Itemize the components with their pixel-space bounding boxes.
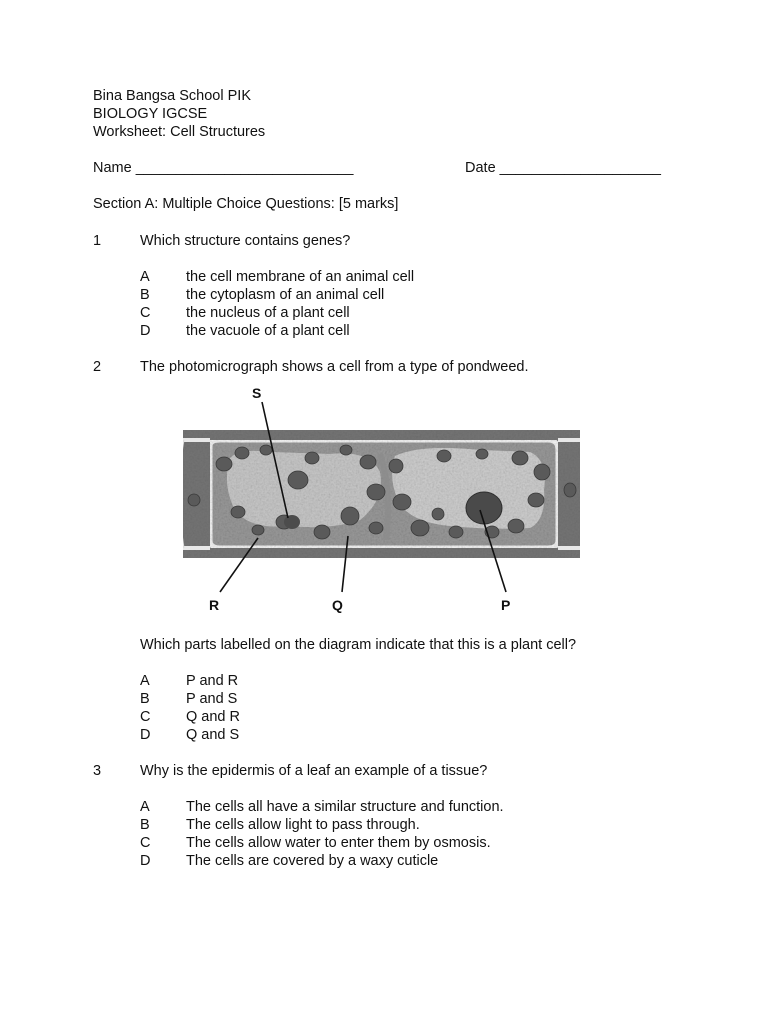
nucleus-p [466,492,502,524]
option-letter: D [140,323,151,339]
option-letter: D [140,853,151,869]
option-text: the vacuole of a plant cell [186,323,350,339]
question-followup: Which parts labelled on the diagram indicate that this is a plant cell? [140,637,577,653]
option-text: The cells all have a similar structure and function. [186,799,504,815]
option-letter: C [140,835,151,851]
option-letter: A [140,799,150,815]
course-name: BIOLOGY IGCSE [93,106,208,122]
label-q: Q [332,597,343,613]
option-letter: A [140,269,150,285]
option-letter: A [140,673,150,689]
option-text: The cells allow light to pass through. [186,817,420,833]
section-a-title: Section A: Multiple Choice Questions: [5 marks] [93,196,399,212]
question-text: The photomicrograph shows a cell from a type of pondweed. [140,359,529,375]
name-field: Name ___________________________ [93,160,354,176]
option-text: the cytoplasm of an animal cell [186,287,385,303]
pondweed-cell-photomicrograph [180,380,590,615]
option-letter: B [140,691,150,707]
option-text: Q and R [186,709,240,725]
option-text: The cells allow water to enter them by osmosis. [186,835,491,851]
option-text: The cells are covered by a waxy cuticle [186,853,439,869]
label-s: S [252,385,262,401]
option-letter: D [140,727,151,743]
option-letter: C [140,709,151,725]
question-number: 3 [93,763,102,779]
option-text: Q and S [186,727,240,743]
photo-region [180,430,580,558]
option-text: the cell membrane of an animal cell [186,269,415,285]
option-text: the nucleus of a plant cell [186,305,350,321]
label-p: P [501,597,511,613]
question-text: Which structure contains genes? [140,233,351,249]
option-letter: B [140,817,150,833]
worksheet-title: Worksheet: Cell Structures [93,124,266,140]
school-name: Bina Bangsa School PIK [93,88,251,104]
option-letter: B [140,287,150,303]
option-text: P and S [186,691,238,707]
date-field: Date ____________________ [465,160,661,176]
question-number: 1 [93,233,102,249]
label-r: R [209,597,220,613]
question-number: 2 [93,359,102,375]
option-letter: C [140,305,151,321]
question-text: Why is the epidermis of a leaf an example of a tissue? [140,763,488,779]
option-text: P and R [186,673,239,689]
